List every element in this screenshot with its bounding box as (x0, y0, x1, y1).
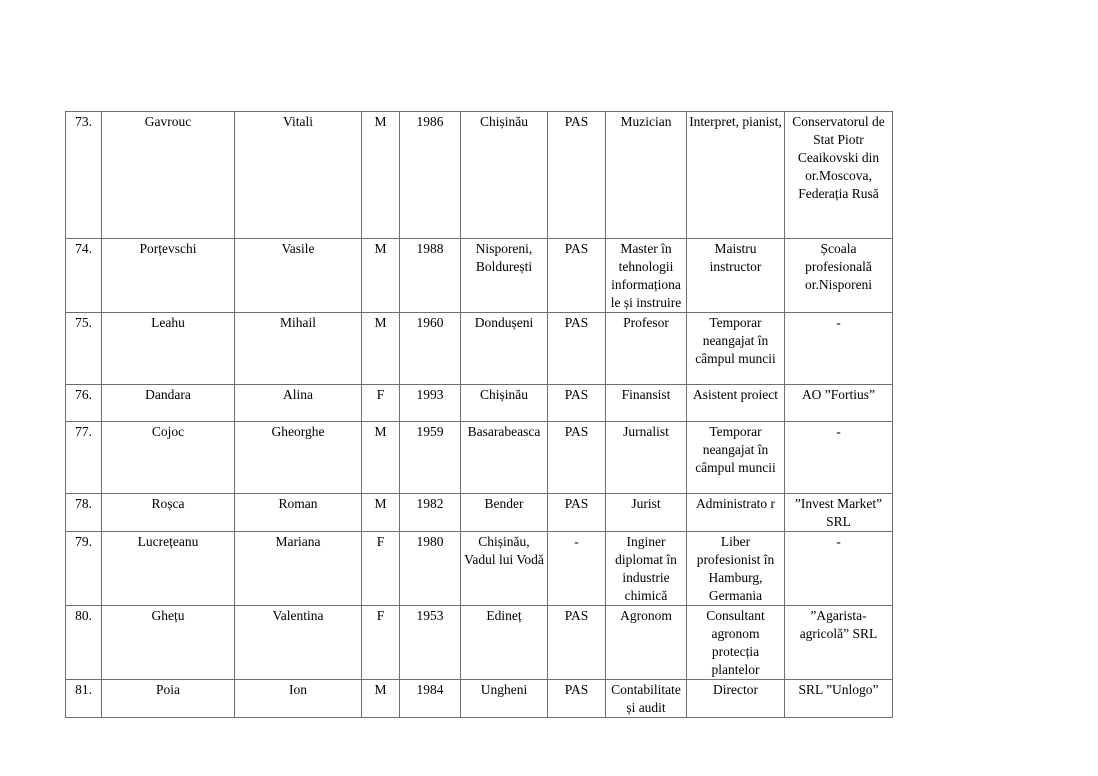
workplace-cell: AO ”Fortius” (785, 385, 893, 422)
last-name-cell: Poia (102, 680, 235, 718)
table-row (66, 385, 893, 422)
birth-year-cell: 1959 (400, 422, 461, 494)
sex-cell: F (362, 606, 400, 680)
party-cell: PAS (548, 494, 606, 532)
first-name-cell: Ion (235, 680, 362, 718)
party-cell: PAS (548, 680, 606, 718)
sex-cell: M (362, 494, 400, 532)
workplace-cell: - (785, 422, 893, 494)
table-row (66, 680, 893, 718)
locality-cell: Bender (461, 494, 548, 532)
birth-year-cell: 1980 (400, 532, 461, 606)
first-name-cell: Mariana (235, 532, 362, 606)
party-cell: - (548, 532, 606, 606)
party-cell: PAS (548, 385, 606, 422)
table-row (66, 494, 893, 532)
profession-cell: Muzician (606, 112, 687, 239)
position-cell: Asistent proiect (687, 385, 785, 422)
first-name-cell: Valentina (235, 606, 362, 680)
locality-cell: Chișinău, Vadul lui Vodă (461, 532, 548, 606)
locality-cell: Chișinău (461, 385, 548, 422)
birth-year-cell: 1960 (400, 313, 461, 385)
position-cell: Consultant agronom protecția plantelor (687, 606, 785, 680)
sex-cell: M (362, 422, 400, 494)
profession-cell: Finansist (606, 385, 687, 422)
profession-cell: Jurnalist (606, 422, 687, 494)
last-name-cell: Porțevschi (102, 239, 235, 313)
first-name-cell: Alina (235, 385, 362, 422)
workplace-cell: SRL ”Unlogo” (785, 680, 893, 718)
birth-year-cell: 1993 (400, 385, 461, 422)
profession-cell: Agronom (606, 606, 687, 680)
sex-cell: F (362, 532, 400, 606)
workplace-cell: Conservatorul de Stat Piotr Ceaikovski din or.Moscova, Federația Rusă (785, 112, 893, 239)
position-cell: Administrato r (687, 494, 785, 532)
table-row (66, 239, 893, 313)
position-cell: Director (687, 680, 785, 718)
workplace-cell: Școala profesională or.Nisporeni (785, 239, 893, 313)
profession-cell: Profesor (606, 313, 687, 385)
first-name-cell: Mihail (235, 313, 362, 385)
birth-year-cell: 1988 (400, 239, 461, 313)
workplace-cell: ”Agarista-agricolă” SRL (785, 606, 893, 680)
party-cell: PAS (548, 606, 606, 680)
party-cell: PAS (548, 239, 606, 313)
last-name-cell: Roșca (102, 494, 235, 532)
sex-cell: M (362, 680, 400, 718)
position-cell: Temporar neangajat în câmpul muncii (687, 313, 785, 385)
last-name-cell: Dandara (102, 385, 235, 422)
last-name-cell: Gavrouc (102, 112, 235, 239)
profession-cell: Master în tehnologii informaționa le și instruire (606, 239, 687, 313)
first-name-cell: Gheorghe (235, 422, 362, 494)
sex-cell: M (362, 112, 400, 239)
sex-cell: M (362, 313, 400, 385)
profession-cell: Inginer diplomat în industrie chimică (606, 532, 687, 606)
table-row (66, 606, 893, 680)
table-row (66, 313, 893, 385)
row-number-cell: 79. (66, 532, 102, 606)
locality-cell: Basarabeasca (461, 422, 548, 494)
birth-year-cell: 1953 (400, 606, 461, 680)
locality-cell: Ungheni (461, 680, 548, 718)
locality-cell: Edineț (461, 606, 548, 680)
row-number-cell: 78. (66, 494, 102, 532)
row-number-cell: 81. (66, 680, 102, 718)
birth-year-cell: 1986 (400, 112, 461, 239)
position-cell: Temporar neangajat în câmpul muncii (687, 422, 785, 494)
table-row (66, 422, 893, 494)
profession-cell: Contabilitate și audit (606, 680, 687, 718)
birth-year-cell: 1982 (400, 494, 461, 532)
workplace-cell: - (785, 313, 893, 385)
last-name-cell: Lucrețeanu (102, 532, 235, 606)
party-cell: PAS (548, 313, 606, 385)
row-number-cell: 76. (66, 385, 102, 422)
workplace-cell: ”Invest Market” SRL (785, 494, 893, 532)
position-cell: Interpret, pianist, (687, 112, 785, 239)
table-row (66, 532, 893, 606)
sex-cell: F (362, 385, 400, 422)
table-row (66, 112, 893, 239)
candidates-table (65, 111, 893, 718)
row-number-cell: 80. (66, 606, 102, 680)
row-number-cell: 74. (66, 239, 102, 313)
last-name-cell: Leahu (102, 313, 235, 385)
position-cell: Maistru instructor (687, 239, 785, 313)
locality-cell: Nisporeni, Boldurești (461, 239, 548, 313)
workplace-cell: - (785, 532, 893, 606)
first-name-cell: Vasile (235, 239, 362, 313)
position-cell: Liber profesionist în Hamburg, Germania (687, 532, 785, 606)
locality-cell: Dondușeni (461, 313, 548, 385)
last-name-cell: Cojoc (102, 422, 235, 494)
party-cell: PAS (548, 422, 606, 494)
party-cell: PAS (548, 112, 606, 239)
birth-year-cell: 1984 (400, 680, 461, 718)
profession-cell: Jurist (606, 494, 687, 532)
last-name-cell: Ghețu (102, 606, 235, 680)
locality-cell: Chișinău (461, 112, 548, 239)
first-name-cell: Vitali (235, 112, 362, 239)
row-number-cell: 77. (66, 422, 102, 494)
sex-cell: M (362, 239, 400, 313)
first-name-cell: Roman (235, 494, 362, 532)
row-number-cell: 73. (66, 112, 102, 239)
row-number-cell: 75. (66, 313, 102, 385)
